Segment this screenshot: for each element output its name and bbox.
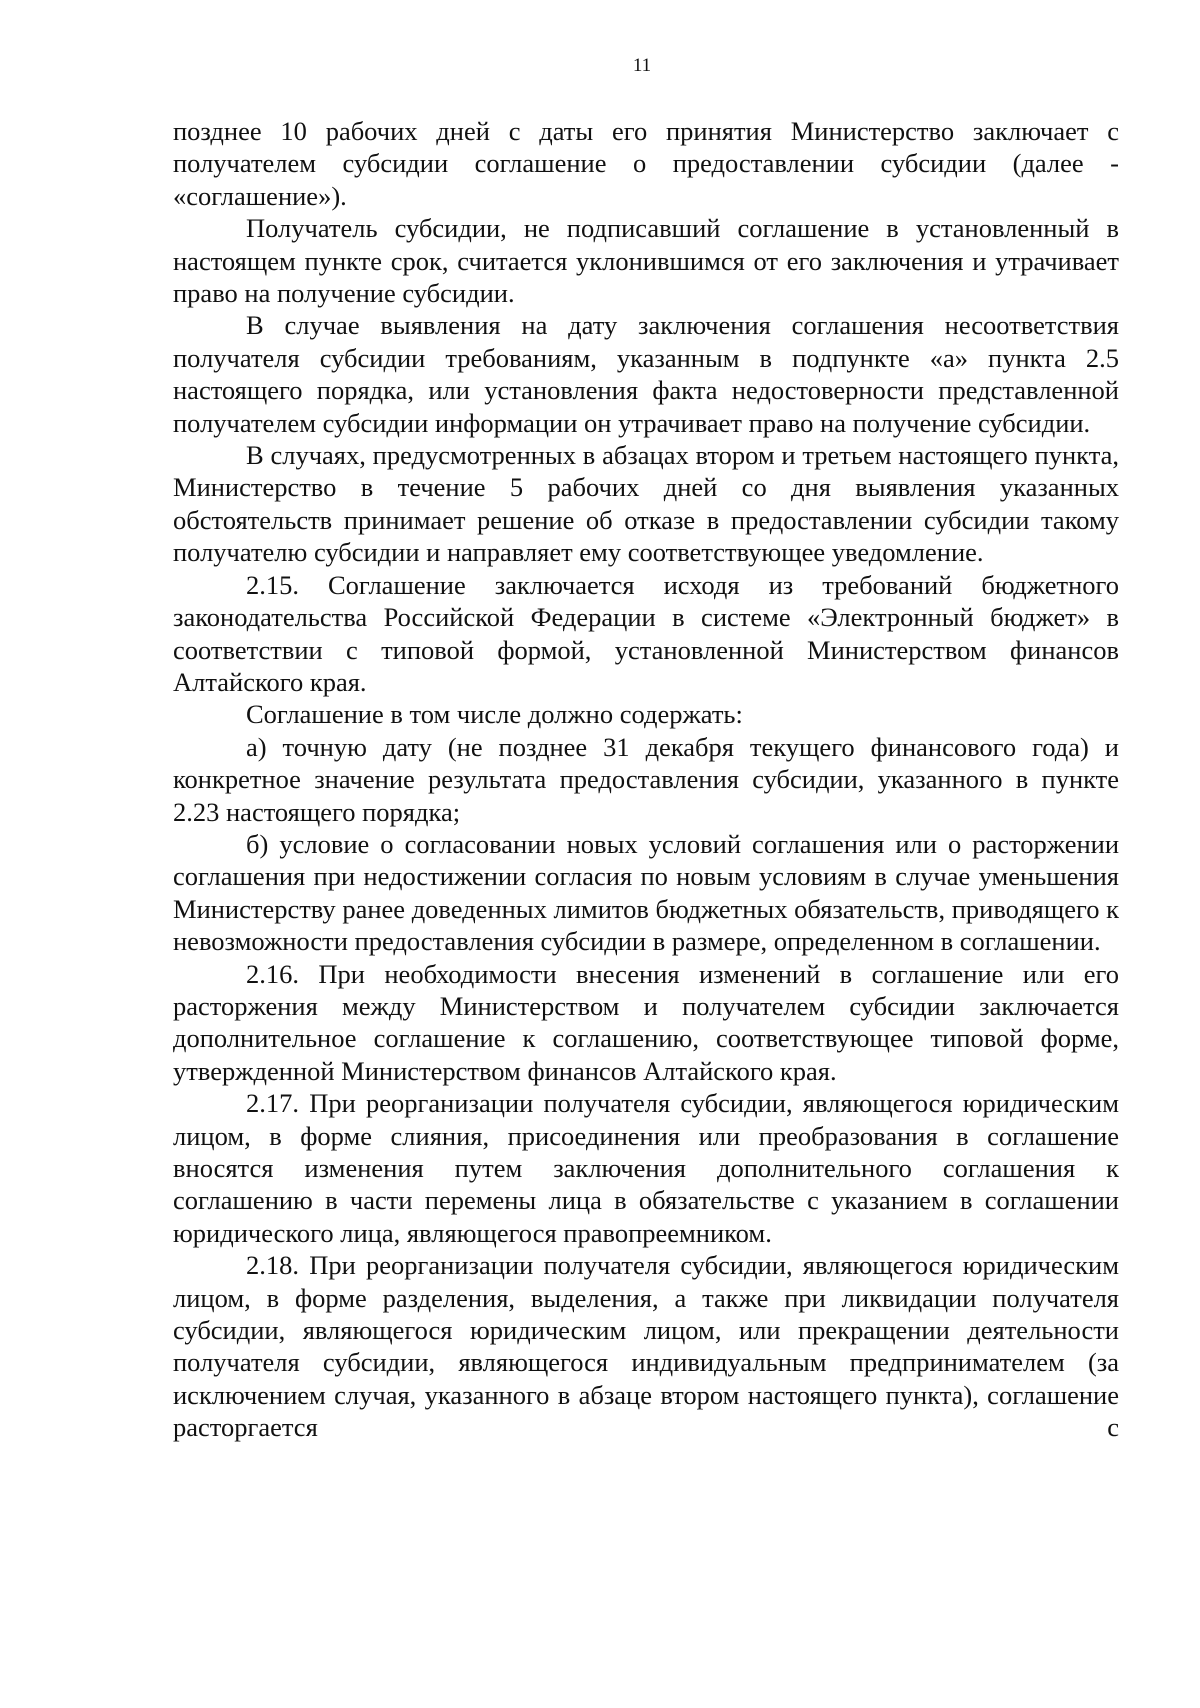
paragraph-nonconformity: В случае выявления на дату заключения соглашения несоответствия получателя субсидии требованиям, указанным в подпункте «а» пункта 2.5 настоящего порядка, или установления факта недостоверности представленной получателем субсидии информации он утрачивает право на получение субсидии.	[173, 310, 1119, 438]
paragraph-2-16: 2.16. При необходимости внесения изменений в соглашение или его расторжения между Министерством и получателем субсидии заключается дополнительное соглашение к соглашению, соответствующее типовой форме, утвержденной Министерством финансов Алтайского края.	[173, 958, 1119, 1086]
paragraph-2-18: 2.18. При реорганизации получателя субсидии, являющегося юридическим лицом, в форме разделения, выделения, а также при ликвидации получателя субсидии, являющегося юридическим лицом, или прекращении деятельности получателя субсидии, являющегося индивидуальным предпринимателем (за исключением случая, указанного в абзаце втором настоящего пункта), соглашение расторгается с	[173, 1250, 1119, 1443]
paragraph-agreement-contents: Соглашение в том числе должно содержать:	[246, 699, 743, 730]
paragraph-item-a: а) точную дату (не позднее 31 декабря текущего финансового года) и конкретное значение результата предоставления субсидии, указанного в пункте 2.23 настоящего порядка;	[173, 731, 1119, 827]
paragraph-continuation: позднее 10 рабочих дней с даты его принятия Министерство заключает с получателем субсидии соглашение о предоставлении субсидии (далее - «соглашение»).	[173, 116, 1119, 211]
document-body	[173, 115, 1119, 1444]
paragraph-2-17: 2.17. При реорганизации получателя субсидии, являющегося юридическим лицом, в форме слияния, присоединения или преобразования в соглашение вносятся изменения путем заключения дополнительного соглашения к соглашению в части перемены лица в обязательстве с указанием в соглашении юридического лица, являющегося правопреемником.	[173, 1088, 1119, 1248]
page-number: 11	[632, 55, 652, 76]
paragraph-item-b: б) условие о согласовании новых условий соглашения или о расторжении соглашения при недостижении согласия по новым условиям в случае уменьшения Министерству ранее доведенных лимитов бюджетных обязательств, приводящего к невозможности предоставления субсидии в размере, определенном в соглашении.	[173, 828, 1119, 957]
paragraph-2-15: 2.15. Соглашение заключается исходя из требований бюджетного законодательства Российской Федерации в системе «Электронный бюджет» в соответствии с типовой формой, установленной Министерством финансов Алтайского края.	[173, 569, 1119, 697]
paragraph-refusal-decision: В случаях, предусмотренных в абзацах втором и третьем настоящего пункта, Министерство в течение 5 рабочих дней со дня выявления указанных обстоятельств принимает решение об отказе в предоставлении субсидии такому получателю субсидии и направляет ему соответствующее уведомление.	[173, 440, 1119, 568]
paragraph-unsigned-agreement: Получатель субсидии, не подписавший соглашение в установленный в настоящем пункте срок, считается уклонившимся от его заключения и утрачивает право на получение субсидии.	[173, 213, 1119, 309]
